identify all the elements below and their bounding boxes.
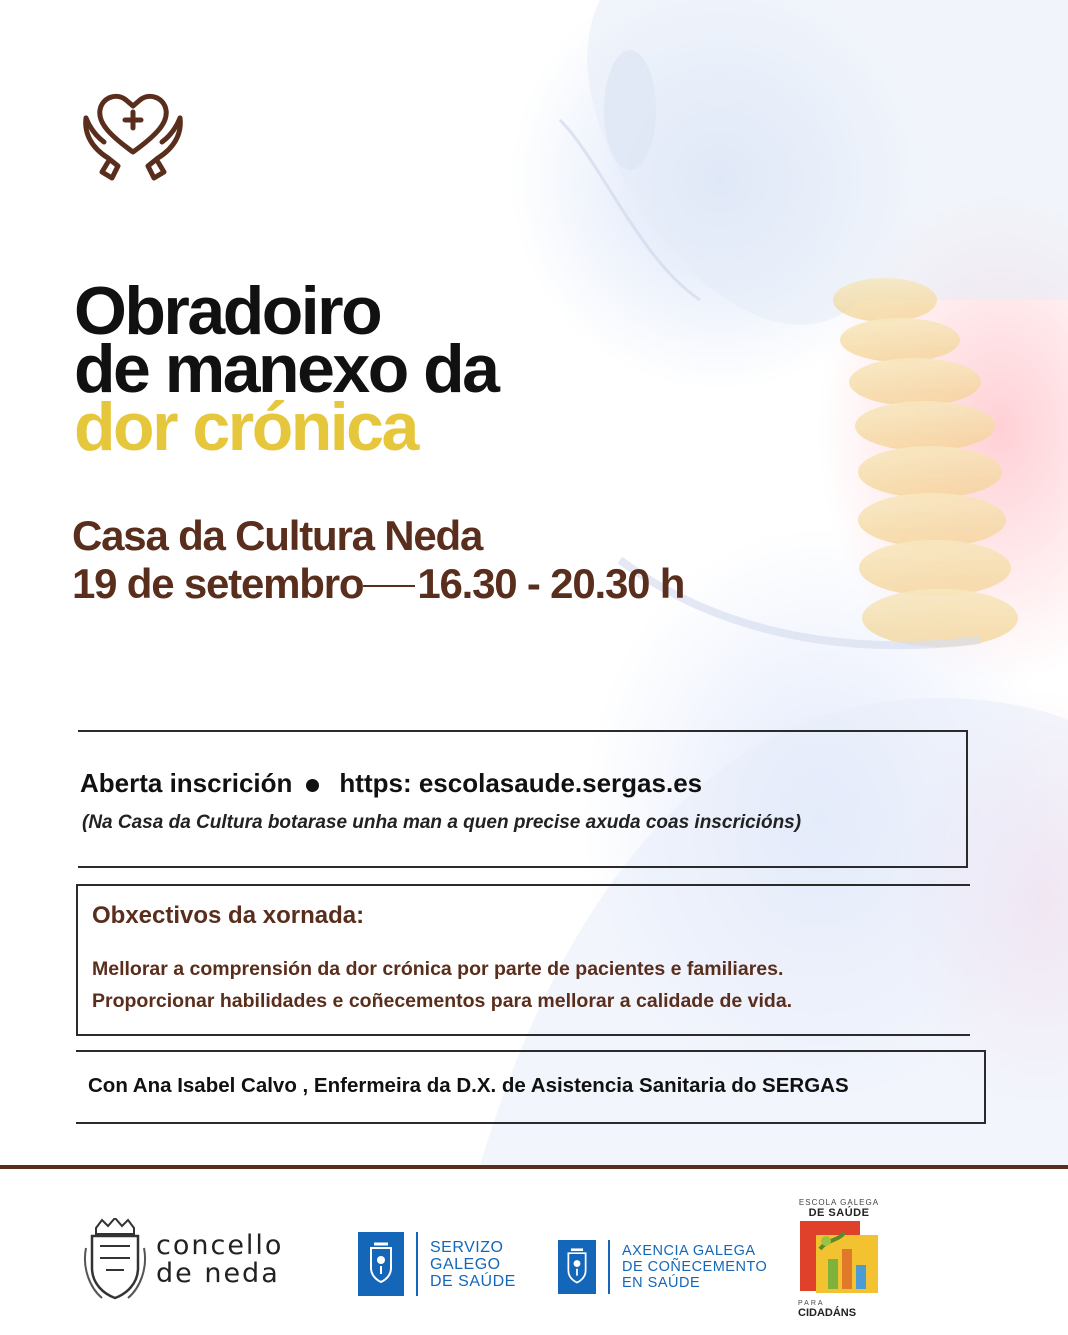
galicia-shield-icon <box>358 1232 404 1296</box>
event-venue: Casa da Cultura Neda <box>72 512 483 559</box>
box-border-top <box>76 1050 986 1052</box>
event-time: 16.30 - 20.30 h <box>417 560 685 607</box>
acis-text <box>622 1243 767 1291</box>
acis-logo <box>558 1240 767 1294</box>
galicia-shield-icon <box>558 1240 596 1294</box>
escola-bottom-text: PARA <box>798 1300 825 1307</box>
title-line-1: Obradoiro <box>74 273 381 349</box>
registration-note: (Na Casa da Cultura botarase unha man a quen precise axuda coas inscricións) <box>82 812 802 833</box>
concello-text <box>156 1232 283 1288</box>
sergas-line: GALEGO <box>430 1255 501 1273</box>
escola-top-text-bold: DE SAÚDE <box>808 1207 870 1219</box>
box-border-bottom <box>76 1034 970 1036</box>
dash-separator <box>363 585 415 587</box>
title-line-2: de manexo da <box>74 331 498 407</box>
registration-label: Aberta inscrición <box>80 768 293 798</box>
escola-top-text: ESCOLA GALEGA <box>798 1198 880 1207</box>
logo-separator <box>416 1232 418 1296</box>
concello-line: de neda <box>156 1258 280 1289</box>
escola-bottom-text-bold: CIDADÁNS <box>798 1307 857 1319</box>
logo-separator <box>608 1240 610 1294</box>
sergas-logo <box>358 1232 516 1296</box>
concello-neda-logo <box>82 1218 283 1302</box>
box-border-right <box>984 1050 986 1124</box>
box-border-bottom <box>78 866 968 868</box>
speaker-text: Con Ana Isabel Calvo , Enfermeira da D.X. de Asistencia Sanitaria do SERGAS <box>88 1074 849 1097</box>
event-date: 19 de setembro <box>72 560 364 607</box>
acis-line: EN SAÚDE <box>622 1275 701 1291</box>
event-title <box>74 273 498 465</box>
escola-galega-saude-logo <box>798 1198 880 1319</box>
sergas-text <box>430 1239 516 1290</box>
care-hands-heart-icon <box>78 82 188 182</box>
objectives-title: Obxectivos da xornada: <box>92 902 365 929</box>
sergas-line: DE SAÚDE <box>430 1272 516 1290</box>
event-datetime <box>72 560 684 608</box>
objective-item: Proporcionar habilidades e coñecementos para mellorar a calidade de vida. <box>92 990 793 1012</box>
registration-row <box>80 766 702 800</box>
concello-line: concello <box>156 1230 284 1261</box>
box-border-top <box>76 884 970 886</box>
box-border-left <box>76 884 78 1036</box>
bullet-icon <box>306 779 319 792</box>
escola-emblem-icon <box>798 1219 880 1295</box>
title-line-3: dor crónica <box>74 389 417 465</box>
box-border-top <box>78 730 968 732</box>
box-border-bottom <box>76 1122 986 1124</box>
acis-line: DE COÑECEMENTO <box>622 1259 768 1275</box>
objective-item: Mellorar a comprensión da dor crónica por parte de pacientes e familiares. <box>92 958 784 980</box>
sergas-line: SERVIZO <box>430 1238 504 1256</box>
acis-line: AXENCIA GALEGA <box>622 1243 756 1259</box>
registration-link[interactable]: https: escolasaude.sergas.es <box>339 768 703 798</box>
coat-of-arms-icon <box>82 1218 148 1302</box>
box-border-right <box>966 730 968 868</box>
